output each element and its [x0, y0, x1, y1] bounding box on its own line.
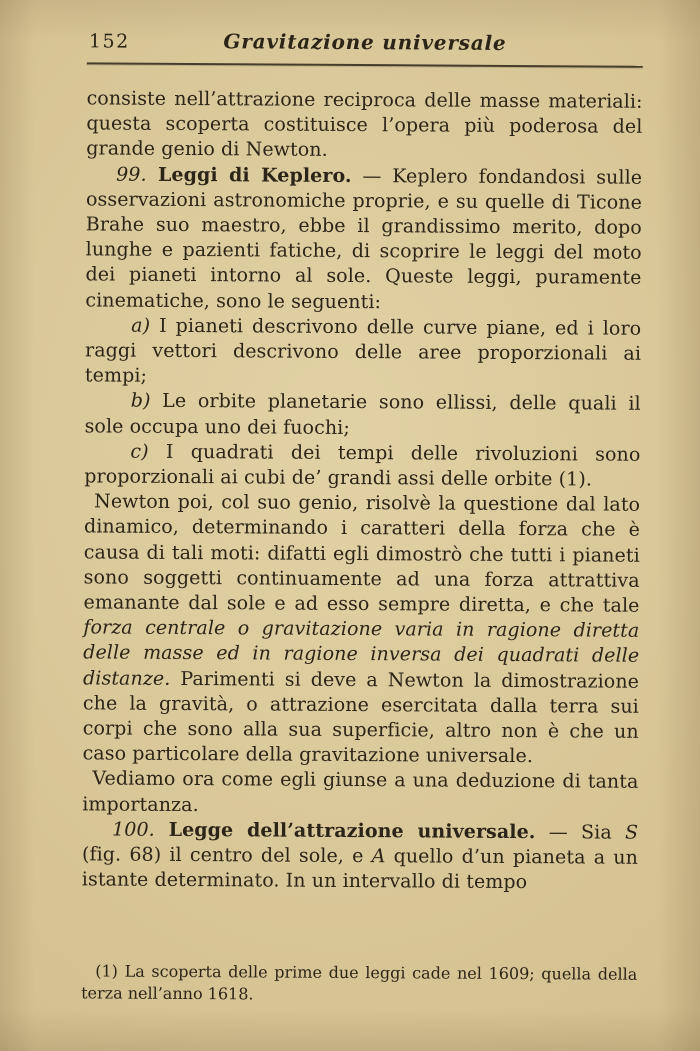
- list-item-c: [84, 439, 640, 493]
- body-text: — Sia: [535, 821, 626, 844]
- section-number: 100.: [112, 818, 155, 841]
- section-title: Leggi di Keplero.: [146, 163, 352, 187]
- footnote: [81, 960, 637, 1006]
- body-text: — Keplero fondandosi sulle osservazioni astronomiche proprie, e su quelle di Ticone Brahe suo maestro, ebbe il grandissimo merito, dopo lunghe e pazienti fatiche, di scoprire le leggi del moto dei pianeti intorno al sole. Queste leggi, puramente cinematiche, sono le seguenti:: [85, 164, 643, 313]
- body-text: consiste nell’attrazione reciproca delle masse materiali: questa scoperta costituisce l’opera più poderosa del grande genio di Newton.: [86, 87, 643, 162]
- emphasis-text: forza centrale o gravitazione varia in ragione diretta delle masse ed in ragione inversa dei quadrati delle distanze.: [82, 616, 640, 690]
- list-item-a: [85, 313, 641, 392]
- body-text: Newton poi, col suo genio, risolvè la questione dal lato dinamico, determinando i caratteri della forza che è causa di tali moti: difatti egli dimostrò che tutti i pianeti sono soggetti continuamente ad una forza attrattiva emanante dal sole e ad esso sempre diretta, e che tale: [83, 490, 641, 617]
- text-block: [82, 86, 643, 896]
- page-number: 152: [88, 30, 130, 53]
- body-text: (fig. 68) il centro del sole, e: [81, 843, 372, 868]
- math-symbol-A: A: [371, 845, 386, 868]
- body-text: Le orbite planetarie sono ellissi, delle quali il sole occupa uno dei fuochi;: [84, 390, 641, 439]
- paragraph-newton: [83, 490, 641, 771]
- section-number: 99.: [116, 163, 147, 186]
- running-title: Gravitazione universale: [223, 29, 507, 55]
- section-title: Legge dell’attrazione universale.: [154, 818, 536, 844]
- list-item-label: b): [130, 390, 151, 413]
- paragraph-vediamo: [82, 767, 638, 821]
- list-item-label: c): [130, 440, 149, 463]
- body-text: Vediamo ora come egli giunse a una deduzione di tanta importanza.: [82, 767, 639, 816]
- list-item-label: a): [131, 314, 151, 337]
- paragraph-section-99: [85, 162, 642, 317]
- paragraph-continuation: [86, 86, 642, 165]
- body-text: Parimenti si deve a Newton la dimostrazione che la gravità, o attrazione esercitata dalla terra sui corpi che sono alla sua superficie, altro non è che un caso particolare della gravitazione universale.: [82, 667, 640, 768]
- body-text: quello d’un pianeta a un istante determinato. In un intervallo di tempo: [81, 845, 639, 894]
- page-header: [87, 28, 643, 61]
- body-text: I pianeti descrivono delle curve piane, ed i loro raggi vettori descrivono delle aree proporzionali ai tempi;: [84, 314, 642, 387]
- header-rule: [87, 62, 643, 67]
- paragraph-section-100: [82, 817, 638, 896]
- math-symbol-S: S: [624, 821, 639, 844]
- body-text: I quadrati dei tempi delle rivoluzioni sono proporzionali ai cubi de’ grandi assi delle orbite (1).: [84, 440, 641, 491]
- footnote-text: (1) La scoperta delle prime due leggi cade nel 1609; quella della terza nell’anno 1618.: [81, 961, 638, 1003]
- list-item-b: [85, 389, 641, 443]
